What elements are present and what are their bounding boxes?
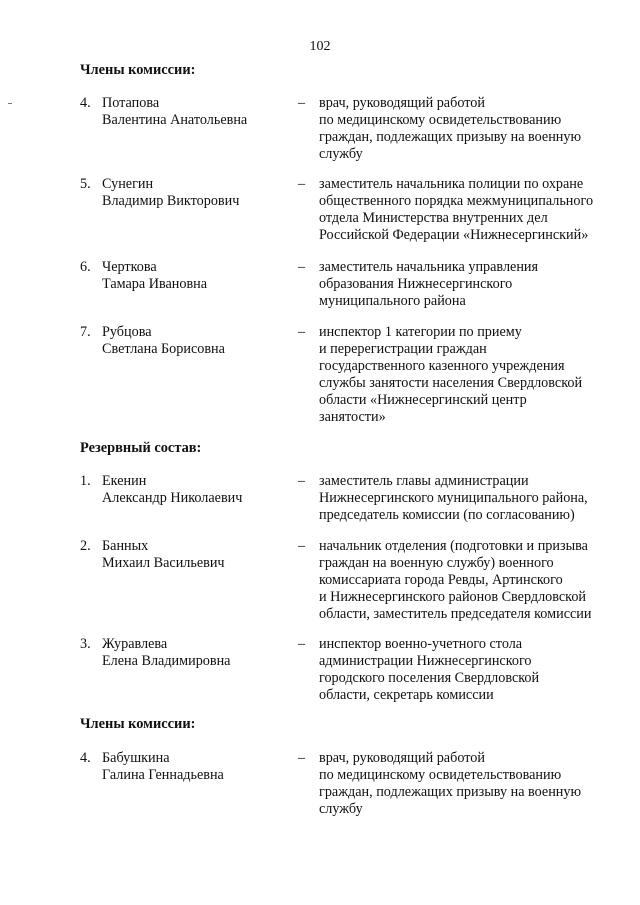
position-line: по медицинскому освидетельствованию — [319, 112, 562, 128]
position-line: образования Нижнесергинского — [319, 276, 513, 292]
surname: Сунегин — [102, 176, 154, 192]
given-names: Елена Владимировна — [102, 653, 231, 669]
member-position — [319, 636, 619, 704]
member-position — [319, 176, 619, 244]
position-line: общественного порядка межмуниципального — [319, 193, 594, 209]
position-line: городского поселения Свердловской — [319, 670, 540, 686]
entry-number: 1. — [80, 473, 91, 489]
surname: Бабушкина — [102, 750, 170, 766]
surname: Банных — [102, 538, 149, 554]
entry-number: 5. — [80, 176, 91, 192]
dash: – — [298, 538, 306, 554]
position-line: и Нижнесергинского районов Свердловской — [319, 589, 587, 605]
member-name — [102, 538, 292, 572]
member-position — [319, 750, 619, 818]
position-line: инспектор военно-учетного стола — [319, 636, 523, 652]
position-line: занятости» — [319, 409, 386, 425]
member-position — [319, 95, 619, 163]
position-line: заместитель начальника полиции по охране — [319, 176, 584, 192]
dash: – — [298, 636, 306, 652]
position-line: врач, руководящий работой — [319, 95, 485, 111]
position-line: инспектор 1 категории по приему — [319, 324, 522, 340]
dash: – — [298, 750, 306, 766]
surname: Потапова — [102, 95, 160, 111]
position-line: службу — [319, 801, 363, 817]
member-position — [319, 473, 619, 524]
position-line: врач, руководящий работой — [319, 750, 485, 766]
position-line: комиссариата города Ревды, Артинского — [319, 572, 563, 588]
position-line: граждан на военную службу) военного — [319, 555, 554, 571]
position-line: государственного казенного учреждения — [319, 358, 565, 374]
member-name — [102, 324, 292, 358]
position-line: по медицинскому освидетельствованию — [319, 767, 562, 783]
entry-number: 3. — [80, 636, 91, 652]
position-line: начальник отделения (подготовки и призыва — [319, 538, 588, 554]
position-line: отдела Министерства внутренних дел — [319, 210, 548, 226]
given-names: Галина Геннадьевна — [102, 767, 224, 783]
surname: Екенин — [102, 473, 147, 489]
position-line: заместитель начальника управления — [319, 259, 539, 275]
position-line: администрации Нижнесергинского — [319, 653, 532, 669]
position-line: заместитель главы администрации — [319, 473, 529, 489]
section-title-reserve: Резервный состав: — [80, 440, 202, 456]
member-position — [319, 324, 619, 426]
member-name — [102, 473, 292, 507]
dash: – — [298, 324, 306, 340]
margin-mark — [8, 103, 12, 104]
surname: Журавлева — [102, 636, 168, 652]
position-line: службы занятости населения Свердловской — [319, 375, 583, 391]
position-line: области, секретарь комиссии — [319, 687, 494, 703]
dash: – — [298, 95, 306, 111]
member-name — [102, 176, 292, 210]
given-names: Тамара Ивановна — [102, 276, 208, 292]
position-line: граждан, подлежащих призыву на военную — [319, 784, 582, 800]
position-line: Российской Федерации «Нижнесергинский» — [319, 227, 589, 243]
given-names: Светлана Борисовна — [102, 341, 225, 357]
surname: Черткова — [102, 259, 157, 275]
page-number: 102 — [309, 39, 331, 54]
member-name — [102, 750, 292, 784]
given-names: Михаил Васильевич — [102, 555, 225, 571]
surname: Рубцова — [102, 324, 152, 340]
position-line: области «Нижнесергинский центр — [319, 392, 527, 408]
member-name — [102, 95, 292, 129]
entry-number: 4. — [80, 95, 91, 111]
member-name — [102, 259, 292, 293]
member-position — [319, 538, 619, 623]
position-line: Нижнесергинского муниципального района, — [319, 490, 588, 506]
section-title-members: Члены комиссии: — [80, 62, 196, 78]
position-line: муниципального района — [319, 293, 466, 309]
entry-number: 2. — [80, 538, 91, 554]
entry-number: 6. — [80, 259, 91, 275]
position-line: области, заместитель председателя комиссии — [319, 606, 592, 622]
given-names: Александр Николаевич — [102, 490, 243, 506]
section-title-members: Члены комиссии: — [80, 716, 196, 732]
entry-number: 4. — [80, 750, 91, 766]
given-names: Валентина Анатольевна — [102, 112, 248, 128]
dash: – — [298, 259, 306, 275]
dash: – — [298, 176, 306, 192]
entry-number: 7. — [80, 324, 91, 340]
member-position — [319, 259, 619, 310]
position-line: председатель комиссии (по согласованию) — [319, 507, 575, 523]
position-line: граждан, подлежащих призыву на военную — [319, 129, 582, 145]
given-names: Владимир Викторович — [102, 193, 240, 209]
position-line: и перерегистрации граждан — [319, 341, 487, 357]
dash: – — [298, 473, 306, 489]
member-name — [102, 636, 292, 670]
position-line: службу — [319, 146, 363, 162]
